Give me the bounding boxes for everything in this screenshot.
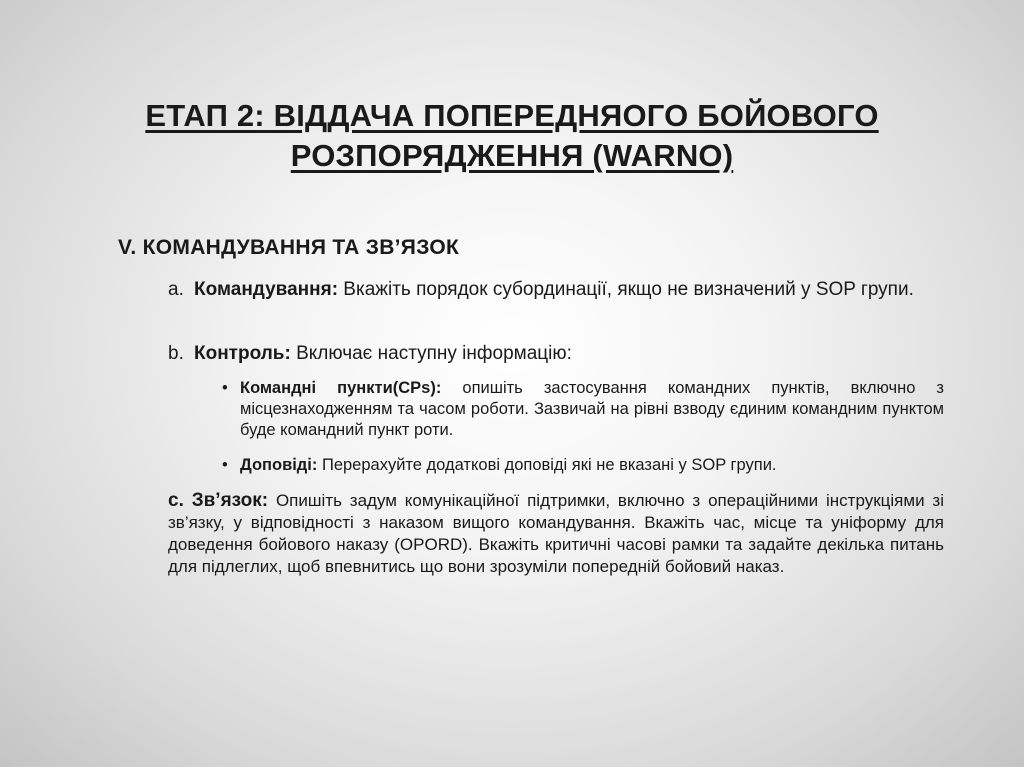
bullet-mark: •	[222, 456, 228, 474]
item-a-label: a.	[168, 279, 184, 300]
bullet-reports	[222, 455, 944, 476]
item-c-label: c.	[168, 490, 184, 511]
bullet-1-text: опишіть застосування командних пунктів, включно з місцезнаходженням та часом роботи. Зазвичай на рівні взводу єдиним командним пунктом буде командний пункт роти.	[240, 379, 944, 439]
bullet-2-text: Перерахуйте додаткові доповіді які не вказані у SOP групи.	[317, 456, 777, 474]
bullet-2-bold: Доповіді:	[240, 456, 318, 474]
item-b-bold: Контроль:	[194, 343, 291, 364]
item-b	[168, 342, 944, 366]
item-b-text: Включає наступну інформацію:	[290, 343, 572, 364]
item-a-text: Вкажіть порядок субординації, якщо не визначений у SOP групи.	[338, 279, 914, 300]
slide-title-line-1: ЕТАП 2: ВІДДАЧА ПОПЕРЕДНЯОГО БОЙОВОГО	[145, 98, 879, 133]
item-c-text: Опишіть задум комунікаційної підтримки, включно з операційними інструкціями зі зв’язку, у відповідності з наказом вищого командування. Вкажіть час, місце та уніформу для доведення бойового наказу (OPORD). Вкажіть критичні часові рамки та задайте декілька питань для підлеглих, щоб впевнитись що вони зрозуміли попередній бойовий наказ.	[168, 491, 944, 576]
bullet-command-posts	[222, 378, 944, 441]
section-heading: V. КОМАНДУВАННЯ ТА ЗВ’ЯЗОК	[118, 236, 460, 259]
bullet-mark: •	[222, 379, 228, 397]
item-c-bold: Зв’язок:	[191, 490, 269, 511]
item-c	[168, 490, 944, 578]
item-a	[168, 278, 944, 302]
item-a-bold: Командування:	[194, 279, 339, 300]
slide-title	[80, 96, 944, 176]
slide-title-line-2: РОЗПОРЯДЖЕННЯ (WARNO)	[290, 138, 734, 173]
item-b-label: b.	[168, 343, 184, 364]
bullet-1-bold: Командні пункти(CPs):	[240, 379, 442, 397]
